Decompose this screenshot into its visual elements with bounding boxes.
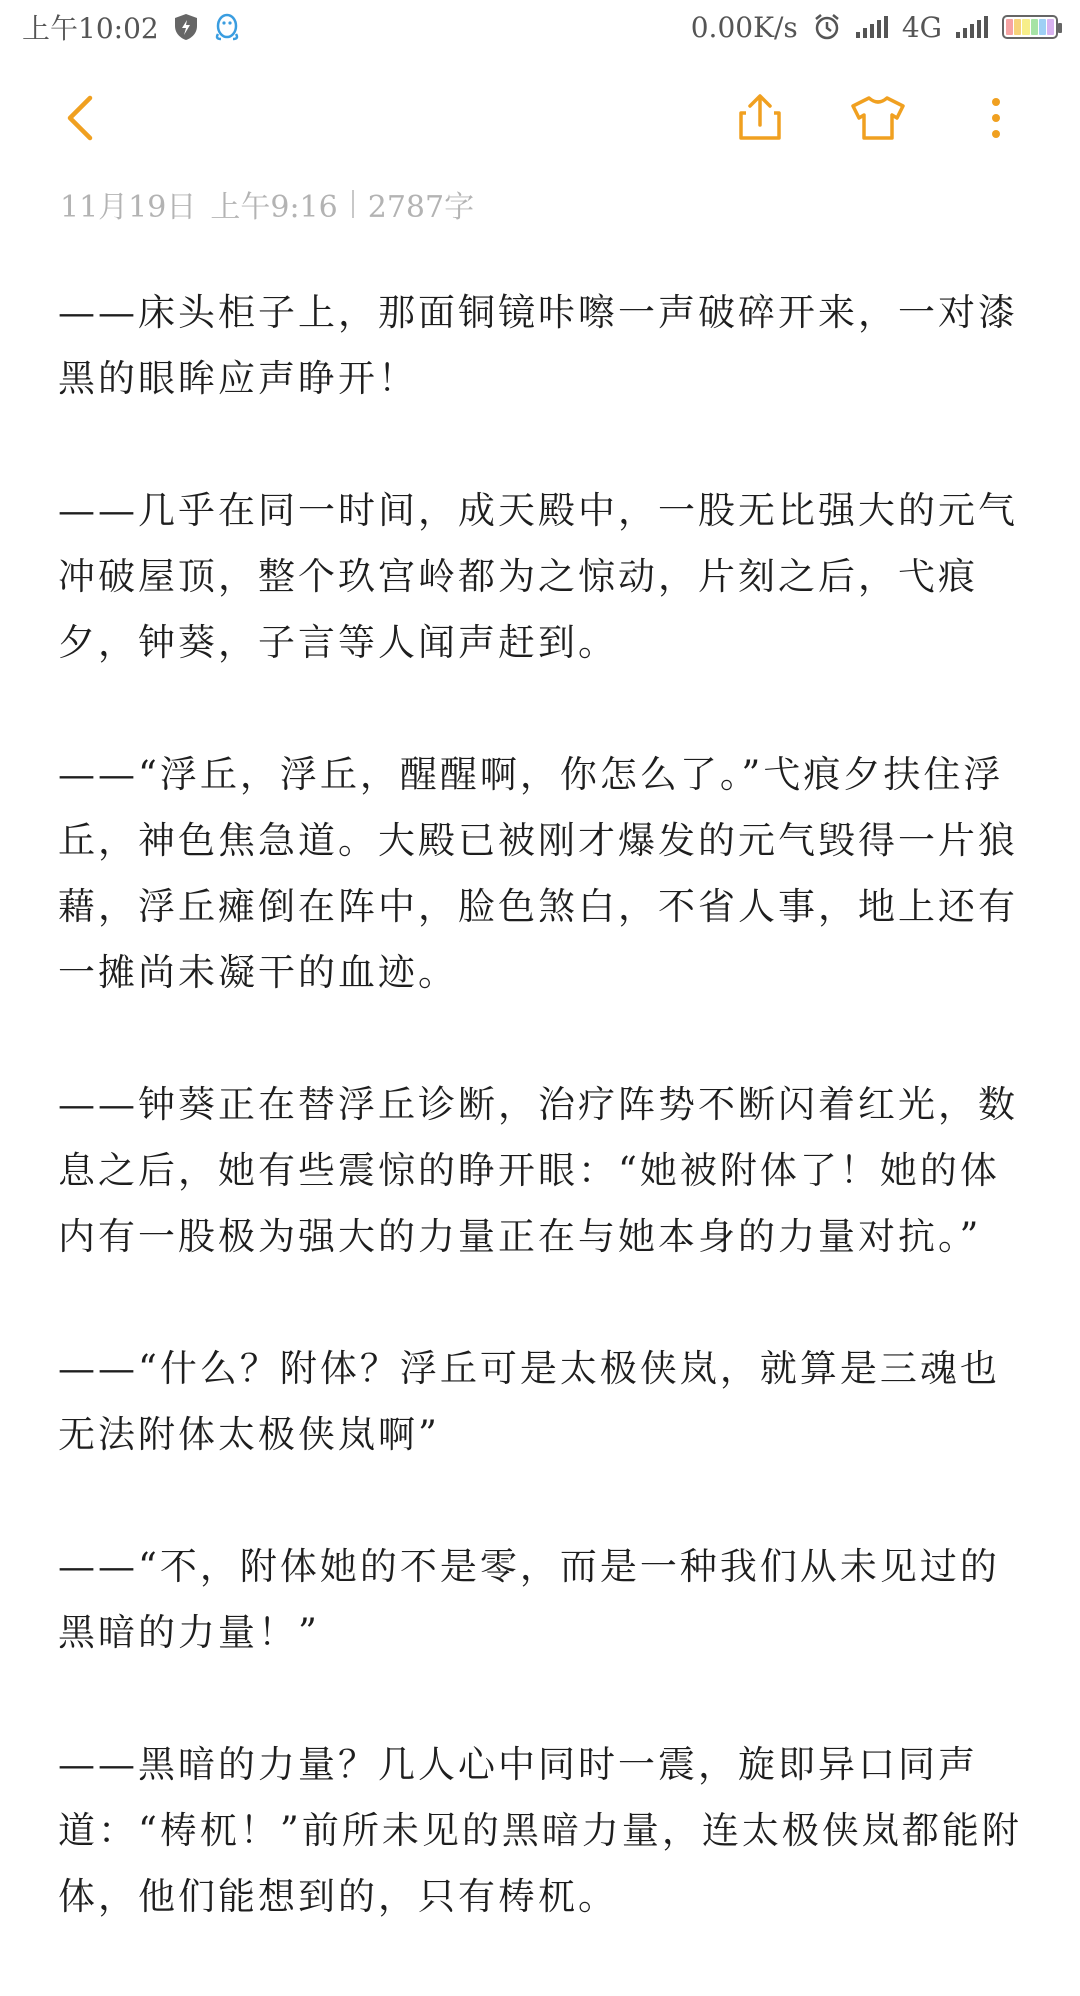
alarm-clock-icon [812,12,842,42]
note-paragraph: ——“什么？附体？浮丘可是太极侠岚，就算是三魂也无法附体太极侠岚啊” [58,1347,1000,1456]
note-paragraph: ——几乎在同一时间，成天殿中，一股无比强大的元气冲破屋顶，整个玖宫岭都为之惊动，片刻之后，弋痕夕，钟葵，子言等人闻声赶到。 [58,489,1018,664]
signal-strength-icon [856,16,888,38]
status-time: 上午10:02 [22,12,159,45]
battery-segment [1039,19,1046,35]
battery-icon [1002,15,1058,39]
battery-segment [1031,19,1038,35]
note-time: 上午9:16 [210,190,338,225]
note-paragraph: ——钟葵正在替浮丘诊断，治疗阵势不断闪着红光，数息之后，她有些震惊的睁开眼：“她被附体了！她的体内有一股极为强大的力量正在与她本身的力量对抗。” [58,1083,1018,1258]
theme-button[interactable] [838,78,918,158]
note-paragraph: ——床头柜子上，那面铜镜咔嚓一声破碎开来，一对漆黑的眼眸应声睁开！ [58,291,1018,400]
chevron-left-icon [60,92,100,144]
shield-icon [173,13,199,41]
share-icon [736,93,784,143]
note-body[interactable] [58,280,1028,1996]
note-toolbar [0,78,1080,158]
word-count: 2787字 [367,190,475,225]
more-options-button[interactable] [956,78,1036,158]
tshirt-icon [849,94,907,142]
penguin-icon [213,12,241,42]
status-bar [0,0,1080,54]
battery-segment [1006,19,1013,35]
note-meta [60,182,474,226]
battery-segment [1022,19,1029,35]
network-speed: 0.00K/s [690,10,798,44]
more-vertical-icon [990,96,1002,140]
meta-divider [352,190,354,218]
battery-segment [1014,19,1021,35]
note-paragraph: ——“不，附体她的不是零，而是一种我们从未见过的黑暗的力量！” [58,1545,1000,1654]
share-button[interactable] [720,78,800,158]
signal-strength-secondary-icon [956,16,988,38]
status-bar-right [691,11,1058,44]
back-button[interactable] [40,78,120,158]
status-bar-left [22,7,241,47]
network-type: 4G [901,10,942,44]
note-paragraph: ——“浮丘，浮丘，醒醒啊，你怎么了。”弋痕夕扶住浮丘，神色焦急道。大殿已被刚才爆发的元气毁得一片狼藉，浮丘瘫倒在阵中，脸色煞白，不省人事，地上还有一摊尚未凝干的血迹。 [58,753,1018,994]
battery-segment [1047,19,1054,35]
note-date: 11月19日 [60,190,197,225]
note-paragraph: ——黑暗的力量？几人心中同时一震，旋即异口同声道：“梼杌！”前所未见的黑暗力量，连太极侠岚都能附体，他们能想到的，只有梼杌。 [58,1743,1022,1918]
